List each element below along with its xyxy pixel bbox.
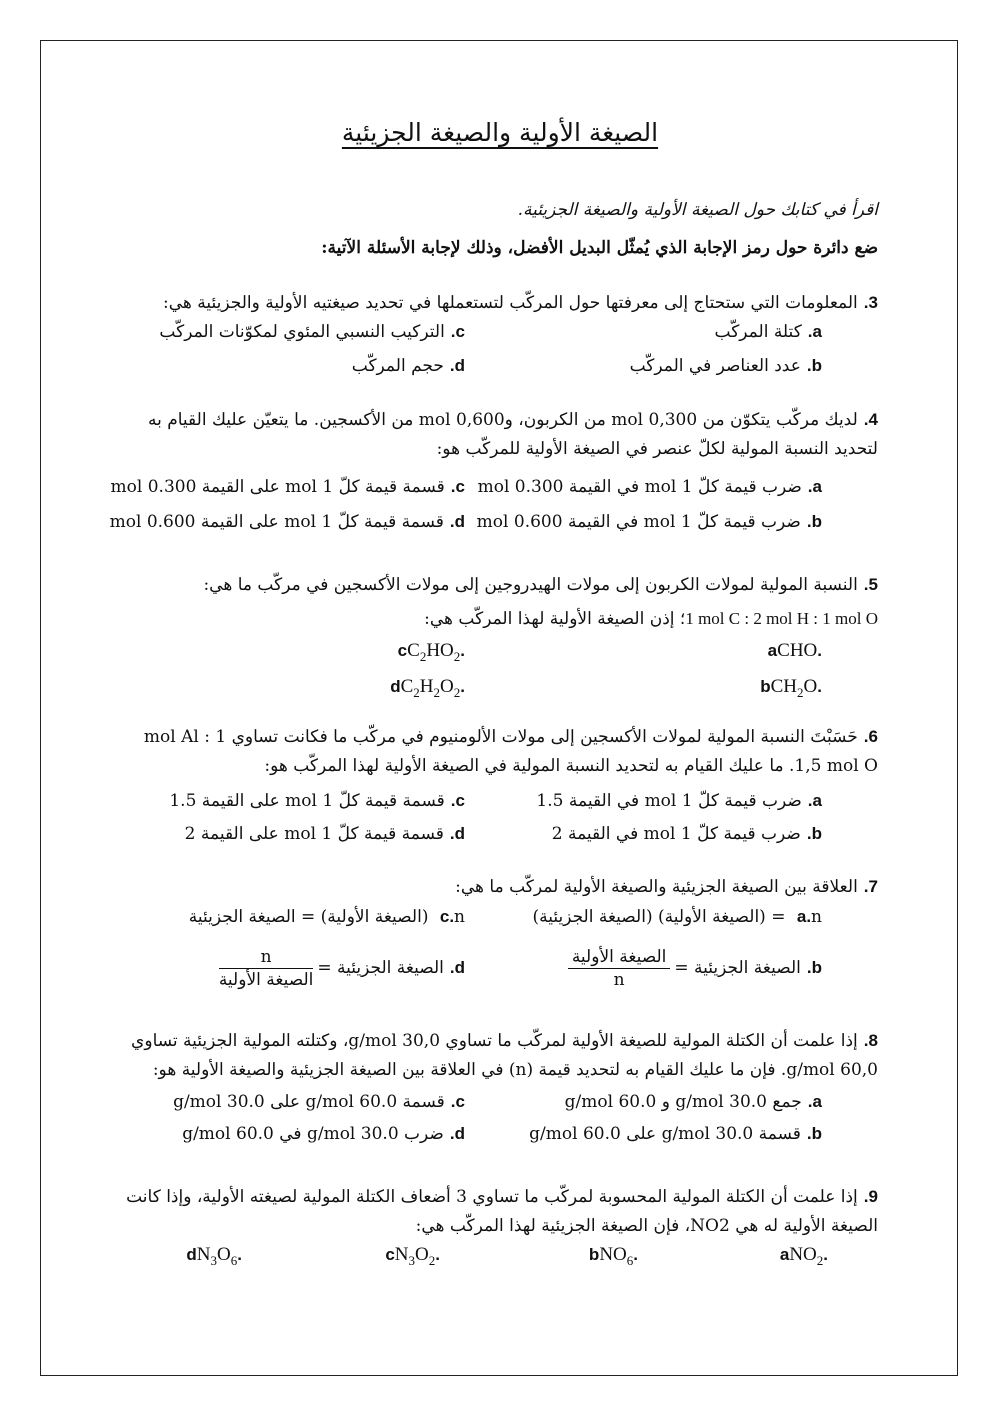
formula-subscript: 2 — [428, 1252, 436, 1268]
question-number: 9. — [863, 1187, 878, 1206]
option-c[interactable] — [189, 907, 465, 927]
formula — [400, 676, 461, 700]
formula-subscript: 2 — [433, 684, 441, 700]
formula — [770, 676, 818, 700]
formula-subscript: 2 — [413, 684, 420, 700]
option-letter: a. — [807, 477, 822, 496]
option-d[interactable] — [352, 356, 465, 376]
question-5-ratio-line — [113, 604, 878, 634]
question-text: النسبة المولية لمولات الكربون إلى مولات الهيدروجين إلى مولات الأكسجين في مركّب ما هي: — [203, 575, 858, 595]
formula-part: H — [419, 676, 434, 697]
question-number: 3. — [863, 293, 878, 312]
formula-subscript: 2 — [797, 684, 804, 700]
option-text: التركيب النسبي المئوي لمكوّنات المركّب — [159, 322, 445, 342]
mole-ratio: 1 mol C : 2 mol H : 1 mol O — [685, 609, 878, 628]
question-text: العلاقة بين الصيغة الجزيئية والصيغة الأولية لمركّب ما هي: — [455, 877, 858, 897]
option-text: ضرب قيمة كلّ 1 mol في القيمة 0.600 mol — [476, 512, 801, 532]
formula-part: O — [440, 676, 454, 697]
question-text-2: ؛ إذن الصيغة الأولية لهذا المركّب هي: — [424, 609, 686, 629]
option-text: n (الصيغة الأولية) = الصيغة الجزيئية — [188, 907, 465, 927]
option-d[interactable] — [182, 1124, 465, 1144]
option-a[interactable] — [715, 322, 822, 342]
option-letter: .c — [397, 641, 465, 660]
formula-part: CHO — [777, 640, 818, 661]
option-c[interactable] — [173, 1092, 465, 1112]
option-text: جمع 30.0 g/mol و 60.0 g/mol — [564, 1092, 802, 1112]
option-letter: a. — [796, 907, 812, 926]
option-letter: d. — [449, 824, 465, 843]
question-text: لديك مركّب يتكوّن من 0,300 mol من الكربون، و0,600 mol من الأكسجين. ما يتعيّن عليك القيام به لتحديد النسبة المولية لكلّ عنصر في الصيغة الأولية للمركّب هو: — [147, 410, 878, 459]
formula — [789, 1244, 824, 1268]
option-text: قسمة قيمة كلّ 1 mol على القيمة 2 — [184, 824, 444, 844]
option-text: ضرب 30.0 g/mol في 60.0 g/mol — [182, 1124, 444, 1144]
formula-part: NO — [789, 1244, 817, 1265]
formula-part: O — [217, 1244, 231, 1265]
formula-part: C — [407, 640, 420, 661]
formula-part: HO — [426, 640, 454, 661]
option-c[interactable] — [392, 640, 465, 665]
question-7 — [113, 872, 878, 902]
option-b[interactable] — [529, 1124, 822, 1144]
formula-part: NO — [599, 1244, 627, 1265]
question-number: 5. — [863, 575, 878, 594]
option-text: كتلة المركّب — [714, 322, 802, 342]
formula — [407, 640, 461, 664]
formula-subscript: 2 — [453, 684, 461, 700]
formula — [196, 1244, 238, 1268]
question-number: 8. — [863, 1031, 878, 1050]
option-text: ضرب قيمة كلّ 1 mol في القيمة 1.5 — [536, 791, 802, 811]
formula-subscript: 3 — [408, 1252, 416, 1268]
option-a[interactable] — [774, 1244, 828, 1269]
option-text: عدد العناصر في المركّب — [629, 356, 801, 376]
option-letter: b. — [806, 824, 822, 843]
formula — [394, 1244, 436, 1268]
question-number: 4. — [863, 410, 878, 429]
option-letter: a. — [807, 1092, 822, 1111]
option-letter: d. — [449, 512, 465, 531]
fraction-denominator: n — [613, 970, 625, 990]
question-number: 7. — [863, 877, 878, 896]
option-c[interactable] — [159, 322, 465, 342]
formula-lhs: الصيغة الجزيئية = — [317, 958, 444, 978]
formula-subscript: 2 — [816, 1252, 824, 1268]
option-d[interactable] — [185, 824, 465, 844]
question-6 — [113, 722, 878, 781]
question-9 — [113, 1182, 878, 1241]
option-b[interactable] — [630, 356, 822, 376]
option-b[interactable] — [754, 676, 822, 701]
option-d[interactable] — [110, 512, 465, 532]
option-letter: c. — [450, 791, 465, 810]
option-text: قسمة قيمة كلّ 1 mol على القيمة 0.300 mol — [110, 477, 445, 497]
option-letter: b. — [806, 1124, 822, 1143]
option-letter: a. — [807, 791, 822, 810]
option-text: قسمة قيمة كلّ 1 mol على القيمة 0.600 mol — [109, 512, 444, 532]
option-a[interactable] — [565, 1092, 822, 1112]
option-a[interactable] — [478, 477, 822, 497]
option-text: ضرب قيمة كلّ 1 mol في القيمة 0.300 mol — [477, 477, 802, 497]
option-letter: .c — [385, 1245, 440, 1264]
option-letter: .d — [390, 677, 465, 696]
formula-subscript: 6 — [626, 1252, 634, 1268]
option-letter: c. — [450, 1092, 465, 1111]
fraction — [219, 946, 314, 991]
formula-part: O — [415, 1244, 429, 1265]
question-8 — [113, 1026, 878, 1085]
option-c[interactable] — [379, 1244, 440, 1269]
page-title — [0, 118, 1000, 147]
option-letter: .b — [588, 1245, 638, 1264]
formula-part: N — [196, 1244, 211, 1265]
option-letter: b. — [806, 356, 822, 375]
formula — [599, 1244, 634, 1268]
option-a[interactable] — [762, 640, 822, 662]
option-b[interactable] — [564, 946, 822, 991]
option-letter: .a — [779, 1245, 828, 1264]
question-3 — [113, 288, 878, 318]
question-text: حَسَبْتَ النسبة المولية لمولات الأكسجين إلى مولات الألومنيوم في مركّب ما فكانت تساوي 1 mol Al : 1,5 mol O. ما عليك القيام به لتحديد النسبة المولية في الصيغة الأولية لهذا المركّب هو: — [143, 727, 878, 776]
formula-subscript: 6 — [230, 1252, 238, 1268]
option-a[interactable] — [532, 907, 822, 927]
option-letter: .a — [767, 641, 822, 660]
read-instruction: اقرأ في كتابك حول الصيغة الأولية والصيغة الجزيئية. — [517, 200, 878, 220]
option-letter: d. — [449, 1124, 465, 1143]
fraction-denominator: الصيغة الأولية — [218, 970, 314, 990]
option-text: قسمة 60.0 g/mol على 30.0 g/mol — [173, 1092, 445, 1112]
fraction — [568, 946, 671, 991]
fraction-numerator: n — [219, 946, 314, 969]
option-c[interactable] — [111, 477, 465, 497]
formula-part: N — [394, 1244, 409, 1265]
circle-instruction: ضع دائرة حول رمز الإجابة الذي يُمثّل البديل الأفضل، وذلك لإجابة الأسئلة الآتية: — [321, 238, 878, 258]
option-letter: c. — [450, 477, 465, 496]
question-text: إذا علمت أن الكتلة المولية للصيغة الأولية لمركّب ما تساوي 30,0 g/mol، وكتلته المولية الجزيئية تساوي 60,0 g/mol. فإن ما عليك القيام به لتحديد قيمة (n) في العلاقة بين الصيغة الجزيئية والصيغة الأولية هو: — [131, 1031, 878, 1080]
fraction-numerator: الصيغة الأولية — [568, 946, 671, 969]
page-title-text: الصيغة الأولية والصيغة الجزيئية — [341, 118, 659, 147]
option-letter: d. — [449, 356, 465, 375]
option-text: n = (الصيغة الأولية) (الصيغة الجزيئية) — [532, 907, 822, 927]
option-letter: .d — [186, 1245, 242, 1264]
option-b[interactable] — [477, 512, 822, 532]
option-a[interactable] — [536, 791, 822, 811]
question-text: إذا علمت أن الكتلة المولية المحسوبة لمركّب ما تساوي 3 أضعاف الكتلة المولية لصيغته الأولية، وإذا كانت الصيغة الأولية له هي NO2، فإن الصيغة الجزيئية لهذا المركّب هي: — [126, 1187, 878, 1236]
formula-part: CH — [770, 676, 798, 697]
option-d[interactable] — [215, 946, 465, 991]
option-letter: c. — [450, 322, 465, 341]
option-letter: c. — [439, 907, 455, 926]
option-letter: b. — [806, 512, 822, 531]
question-4 — [113, 405, 878, 464]
option-letter: .b — [760, 677, 822, 696]
option-text: قسمة 30.0 g/mol على 60.0 g/mol — [529, 1124, 801, 1144]
option-b[interactable] — [552, 824, 822, 844]
option-text: ضرب قيمة كلّ 1 mol في القيمة 2 — [551, 824, 801, 844]
option-text: حجم المركّب — [351, 356, 444, 376]
option-d[interactable] — [180, 1244, 242, 1269]
formula-part: O — [803, 676, 818, 697]
option-text: قسمة قيمة كلّ 1 mol على القيمة 1.5 — [169, 791, 445, 811]
question-number: 6. — [863, 727, 878, 746]
formula-subscript: 3 — [210, 1252, 218, 1268]
option-d[interactable] — [384, 676, 465, 701]
option-letter: a. — [807, 322, 822, 341]
option-c[interactable] — [169, 791, 465, 811]
question-text: المعلومات التي ستحتاج إلى معرفتها حول المركّب لتستعملها في تحديد صيغتيه الأولية والجزيئية هي: — [163, 293, 858, 313]
question-5 — [113, 570, 878, 600]
option-b[interactable] — [583, 1244, 638, 1269]
formula-subscript: 2 — [453, 648, 461, 664]
option-letter: d. — [449, 958, 465, 977]
option-letter: b. — [806, 958, 822, 977]
formula-part: C — [400, 676, 414, 697]
formula-lhs: الصيغة الجزيئية = — [674, 958, 801, 978]
formula — [777, 640, 817, 661]
formula-subscript: 2 — [419, 648, 427, 664]
